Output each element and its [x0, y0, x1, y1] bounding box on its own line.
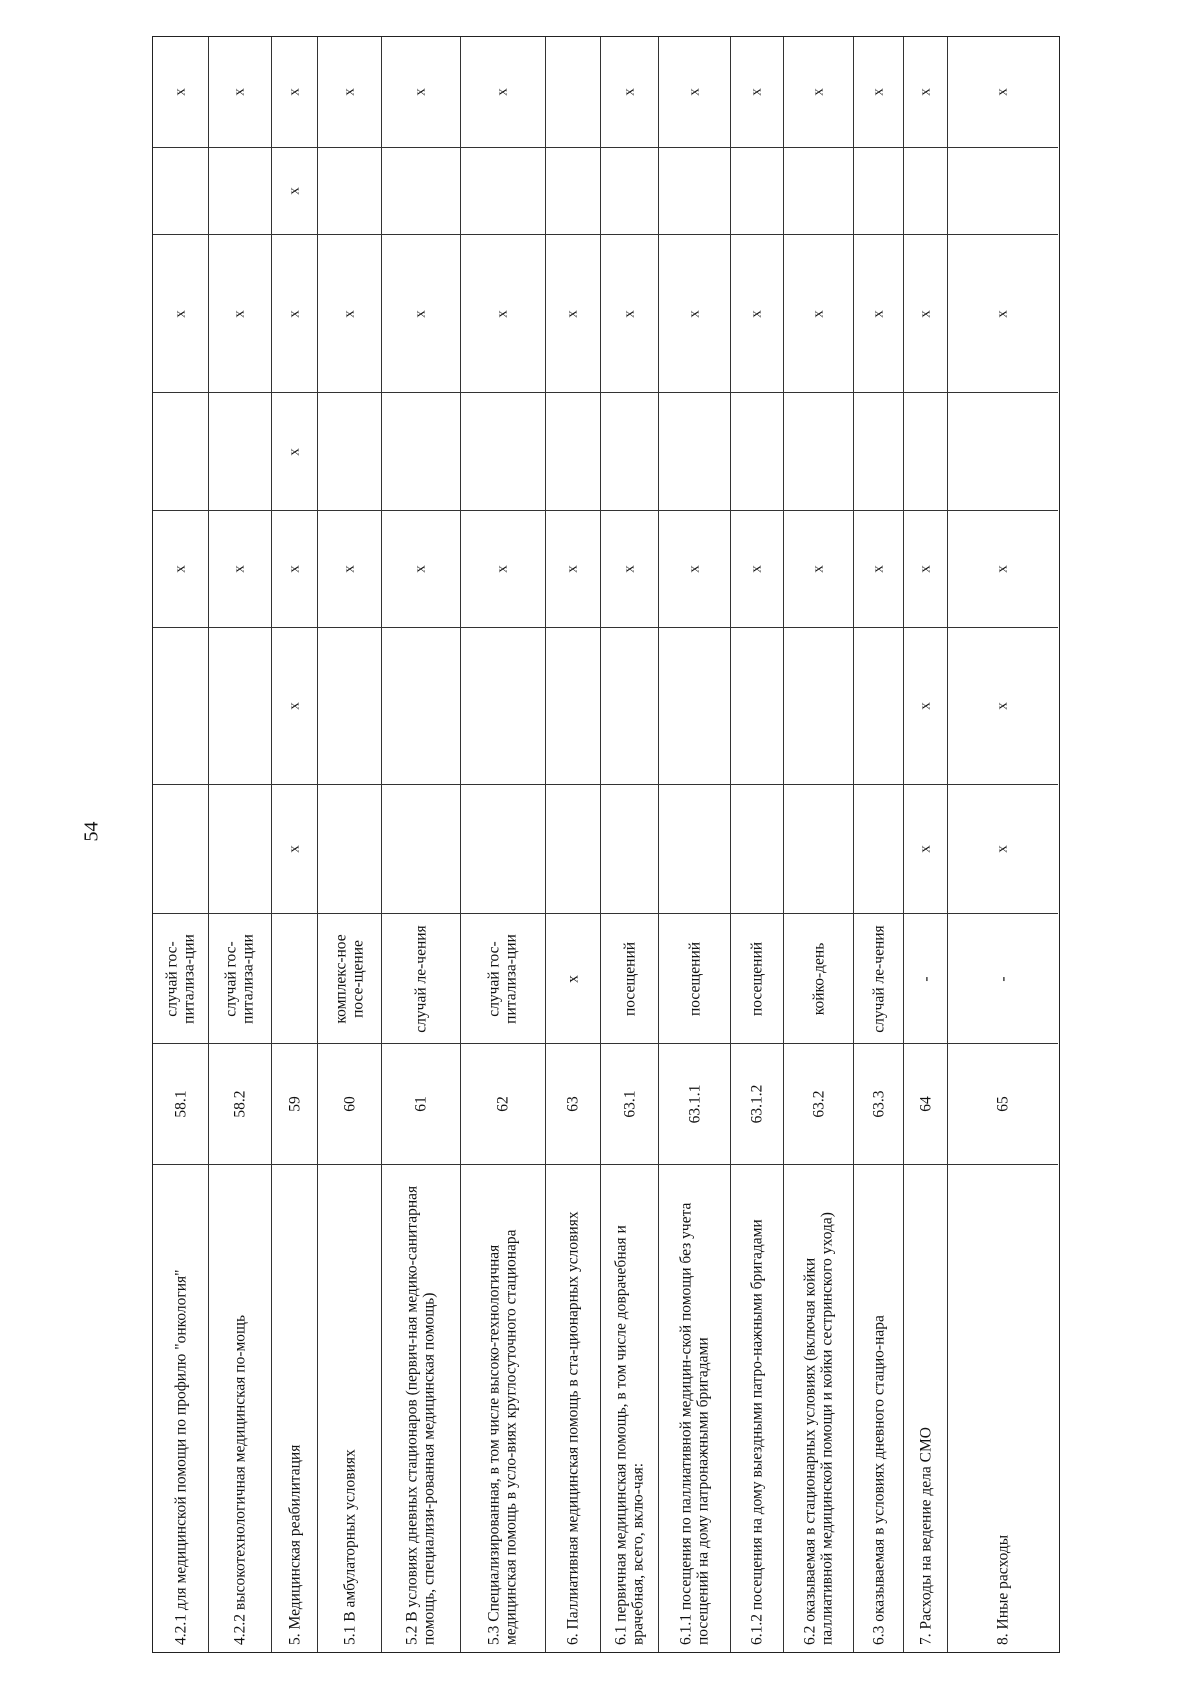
row-unit: - — [916, 975, 934, 982]
table-row — [904, 37, 948, 1652]
value-col-7-cell — [659, 37, 730, 148]
row-name: 6.2 оказываемая в стационарных условиях (включая койки паллиативной медицинской помощи и койки сестринского ухода) — [801, 1212, 836, 1645]
value-col-3: х — [917, 565, 934, 573]
row-unit-cell — [153, 914, 208, 1044]
row-name: 6.3 оказываемая в условиях дневного стацио-нара — [869, 1315, 887, 1645]
value-col-7: х — [917, 88, 934, 96]
value-col-1-cell — [948, 785, 1058, 914]
value-col-5: х — [286, 309, 303, 318]
row-unit-cell — [601, 914, 658, 1044]
row-code: 65 — [994, 1096, 1012, 1112]
value-col-1-cell — [461, 785, 545, 914]
value-col-7: х — [621, 88, 638, 96]
row-code-cell — [318, 1044, 381, 1165]
value-col-5-cell — [659, 235, 730, 393]
row-unit-cell — [272, 914, 317, 1044]
value-col-7: х — [172, 88, 189, 96]
row-unit: посещений — [748, 941, 766, 1016]
row-code-cell — [904, 1044, 947, 1165]
value-col-7: х — [286, 88, 303, 96]
value-col-3: х — [810, 565, 827, 573]
value-col-5-cell — [153, 235, 208, 393]
value-col-2: х — [994, 702, 1011, 710]
row-code-cell — [601, 1044, 658, 1165]
value-col-1-cell — [601, 785, 658, 914]
value-col-4-cell — [659, 393, 730, 511]
table-row — [601, 37, 659, 1652]
value-col-7: х — [686, 88, 703, 96]
row-unit-cell — [318, 914, 381, 1044]
value-col-6-cell — [659, 148, 730, 235]
value-col-6-cell — [854, 148, 903, 235]
value-col-1: х — [917, 845, 934, 853]
value-col-1-cell — [318, 785, 381, 914]
value-col-1-cell — [854, 785, 903, 914]
value-col-4-cell — [948, 393, 1058, 511]
value-col-7: х — [494, 88, 511, 96]
row-code: 63.3 — [869, 1090, 887, 1118]
table-row — [461, 37, 546, 1652]
value-col-2-cell — [318, 628, 381, 785]
value-col-2-cell — [784, 628, 853, 785]
value-col-6-cell — [318, 148, 381, 235]
value-col-5: х — [917, 309, 934, 318]
row-code-cell — [461, 1044, 545, 1165]
row-code-cell — [854, 1044, 903, 1165]
table-row — [153, 37, 209, 1652]
row-code-cell — [659, 1044, 730, 1165]
value-col-7: х — [341, 88, 358, 96]
row-code: 63 — [564, 1096, 582, 1112]
value-col-3: х — [748, 565, 765, 573]
value-col-5-cell — [382, 235, 460, 393]
value-col-3-cell — [854, 511, 903, 628]
value-col-1-cell — [272, 785, 317, 914]
value-col-6-cell — [546, 148, 600, 235]
table-row — [854, 37, 904, 1652]
table-row — [272, 37, 318, 1652]
value-col-7-cell — [784, 37, 853, 148]
row-name: 6. Паллиативная медицинская помощь в ста-ционарных условиях — [564, 1211, 582, 1645]
row-name: 6.1.2 посещения на дому выездными патро-нажными бригадами — [748, 1219, 766, 1645]
value-col-4-cell — [854, 393, 903, 511]
row-code: 63.1.1 — [685, 1084, 703, 1124]
value-col-4-cell — [461, 393, 545, 511]
row-unit-cell — [854, 914, 903, 1044]
row-unit: случай гос-питализа-ции — [485, 933, 520, 1024]
table-row — [546, 37, 601, 1652]
value-col-3: х — [994, 565, 1011, 573]
row-unit-cell — [461, 914, 545, 1044]
value-col-1-cell — [153, 785, 208, 914]
value-col-3: х — [286, 565, 303, 573]
value-col-7-cell — [318, 37, 381, 148]
value-col-7: х — [748, 88, 765, 96]
value-col-3-cell — [209, 511, 271, 628]
value-col-3-cell — [659, 511, 730, 628]
value-col-2-cell — [948, 628, 1058, 785]
value-col-3-cell — [546, 511, 600, 628]
value-col-7: х — [412, 88, 429, 96]
value-col-2-cell — [904, 628, 947, 785]
value-col-4-cell — [272, 393, 317, 511]
value-col-7-cell — [546, 37, 600, 148]
row-code-cell — [546, 1044, 600, 1165]
row-name-cell — [382, 1165, 460, 1653]
table-row — [209, 37, 272, 1652]
row-unit: койко-день — [809, 942, 827, 1015]
value-col-5: х — [686, 309, 703, 318]
row-name: 4.2.1 для медицинской помощи по профилю "онкология" — [171, 1269, 189, 1645]
row-code-cell — [153, 1044, 208, 1165]
value-col-1-cell — [209, 785, 271, 914]
value-col-6-cell — [209, 148, 271, 235]
row-unit-cell — [659, 914, 730, 1044]
value-col-5: х — [564, 309, 581, 318]
row-name-cell — [854, 1165, 903, 1653]
value-col-7-cell — [731, 37, 783, 148]
value-col-3: х — [494, 565, 511, 573]
value-col-6-cell — [948, 148, 1058, 235]
table-row — [659, 37, 731, 1652]
value-col-5-cell — [854, 235, 903, 393]
value-col-6-cell — [601, 148, 658, 235]
row-name-cell — [904, 1165, 947, 1653]
value-col-4-cell — [382, 393, 460, 511]
table-row — [948, 37, 1058, 1652]
row-name-cell — [601, 1165, 658, 1653]
row-code-cell — [209, 1044, 271, 1165]
row-code: 60 — [340, 1096, 358, 1112]
value-col-1-cell — [382, 785, 460, 914]
value-col-5: х — [341, 309, 358, 318]
table-row — [318, 37, 382, 1652]
value-col-3-cell — [461, 511, 545, 628]
row-unit-cell — [209, 914, 271, 1044]
value-col-3: х — [172, 565, 189, 573]
value-col-3: х — [564, 565, 581, 573]
row-unit: - — [994, 975, 1012, 982]
row-name: 7. Расходы на ведение дела СМО — [916, 1427, 934, 1645]
value-col-3: х — [412, 565, 429, 573]
row-name-cell — [153, 1165, 208, 1653]
value-col-1: х — [994, 845, 1011, 853]
value-col-1: х — [286, 845, 303, 853]
value-col-5-cell — [546, 235, 600, 393]
value-col-5-cell — [731, 235, 783, 393]
row-code-cell — [784, 1044, 853, 1165]
value-col-3-cell — [272, 511, 317, 628]
value-col-4-cell — [904, 393, 947, 511]
value-col-3: х — [231, 565, 248, 573]
row-code: 61 — [412, 1096, 430, 1112]
value-col-2-cell — [153, 628, 208, 785]
value-col-2-cell — [659, 628, 730, 785]
row-name-cell — [784, 1165, 853, 1653]
value-col-5: х — [994, 309, 1011, 318]
value-col-5-cell — [948, 235, 1058, 393]
value-col-7-cell — [461, 37, 545, 148]
value-col-2-cell — [854, 628, 903, 785]
value-col-6-cell — [153, 148, 208, 235]
row-name-cell — [546, 1165, 600, 1653]
value-col-4-cell — [731, 393, 783, 511]
row-code: 64 — [916, 1096, 934, 1112]
value-col-5-cell — [272, 235, 317, 393]
row-name: 5. Медицинская реабилитация — [285, 1444, 303, 1645]
value-col-3: х — [341, 565, 358, 573]
value-col-7: х — [810, 88, 827, 96]
value-col-3: х — [870, 565, 887, 573]
value-col-7-cell — [153, 37, 208, 148]
value-col-6-cell — [461, 148, 545, 235]
value-col-2: х — [917, 702, 934, 710]
row-name: 6.1 первичная медицинская помощь, в том числе доврачебная и врачебная, всего, вклю-чая: — [612, 1225, 647, 1645]
row-code-cell — [731, 1044, 783, 1165]
value-col-3: х — [686, 565, 703, 573]
row-name-cell — [948, 1165, 1058, 1653]
value-col-5: х — [748, 309, 765, 318]
value-col-6-cell — [904, 148, 947, 235]
value-col-6: х — [286, 187, 303, 195]
row-name-cell — [461, 1165, 545, 1653]
value-col-4-cell — [546, 393, 600, 511]
value-col-2-cell — [461, 628, 545, 785]
row-unit: посещений — [685, 941, 703, 1016]
value-col-7-cell — [382, 37, 460, 148]
value-col-2-cell — [601, 628, 658, 785]
value-col-3-cell — [601, 511, 658, 628]
row-code: 62 — [494, 1096, 512, 1112]
row-name: 5.1 В амбулаторных условиях — [340, 1449, 358, 1645]
value-col-7-cell — [272, 37, 317, 148]
value-col-6-cell — [731, 148, 783, 235]
value-col-5: х — [231, 309, 248, 318]
value-col-7: х — [870, 88, 887, 96]
row-unit-cell — [731, 914, 783, 1044]
table-row — [731, 37, 784, 1652]
row-name-cell — [209, 1165, 271, 1653]
value-col-1-cell — [904, 785, 947, 914]
value-col-4-cell — [784, 393, 853, 511]
value-col-2: х — [286, 702, 303, 710]
data-table — [152, 36, 1060, 1653]
table-row — [382, 37, 461, 1652]
row-unit: посещений — [620, 941, 638, 1016]
value-col-1-cell — [784, 785, 853, 914]
table-row — [784, 37, 854, 1652]
row-unit-cell — [948, 914, 1058, 1044]
value-col-2-cell — [382, 628, 460, 785]
value-col-5: х — [870, 309, 887, 318]
value-col-6-cell — [784, 148, 853, 235]
row-unit: комплекс-ное посе-щение — [332, 933, 367, 1024]
value-col-1-cell — [731, 785, 783, 914]
value-col-7: х — [994, 88, 1011, 96]
row-name-cell — [318, 1165, 381, 1653]
row-name: 4.2.2 высокотехнологичная медицинская по-мощь — [231, 1314, 249, 1645]
row-unit-cell — [546, 914, 600, 1044]
value-col-3: х — [621, 565, 638, 573]
value-col-6-cell — [382, 148, 460, 235]
value-col-5: х — [810, 309, 827, 318]
row-name-cell — [272, 1165, 317, 1653]
value-col-5: х — [172, 309, 189, 318]
value-col-7-cell — [948, 37, 1058, 148]
value-col-4-cell — [153, 393, 208, 511]
row-code-cell — [272, 1044, 317, 1165]
value-col-2-cell — [731, 628, 783, 785]
value-col-3-cell — [382, 511, 460, 628]
row-code-cell — [382, 1044, 460, 1165]
value-col-4-cell — [601, 393, 658, 511]
row-name: 5.3 Специализированная, в том числе высоко-технологичная медицинская помощь в усло-виях круглосуточного стационара — [485, 1229, 520, 1645]
value-col-3-cell — [784, 511, 853, 628]
value-col-5-cell — [209, 235, 271, 393]
row-unit: случай ле-чения — [869, 924, 887, 1033]
row-code: 63.2 — [809, 1090, 827, 1118]
row-code: 58.2 — [231, 1090, 249, 1118]
value-col-4: х — [286, 447, 303, 456]
row-unit-cell — [904, 914, 947, 1044]
value-col-7: х — [231, 88, 248, 96]
value-col-3-cell — [153, 511, 208, 628]
value-col-3-cell — [318, 511, 381, 628]
value-col-4-cell — [209, 393, 271, 511]
value-col-5: х — [412, 309, 429, 318]
value-col-2-cell — [546, 628, 600, 785]
value-col-1-cell — [659, 785, 730, 914]
row-code: 63.1.2 — [748, 1084, 766, 1124]
value-col-6-cell — [272, 148, 317, 235]
value-col-4-cell — [318, 393, 381, 511]
value-col-7-cell — [209, 37, 271, 148]
row-unit-cell — [382, 914, 460, 1044]
row-unit: х — [564, 974, 582, 983]
value-col-7-cell — [854, 37, 903, 148]
row-code-cell — [948, 1044, 1058, 1165]
value-col-7-cell — [904, 37, 947, 148]
value-col-5: х — [494, 309, 511, 318]
row-name-cell — [659, 1165, 730, 1653]
row-unit: случай гос-питализа-ции — [222, 933, 257, 1024]
row-unit-cell — [784, 914, 853, 1044]
row-name-cell — [731, 1165, 783, 1653]
value-col-3-cell — [948, 511, 1058, 628]
row-name: 5.2 В условиях дневных стационаров (первич-ная медико-санитарная помощь, специализи-рованная медицинская помощь) — [403, 1185, 438, 1645]
row-unit: случай ле-чения — [412, 924, 430, 1033]
value-col-5-cell — [461, 235, 545, 393]
row-unit: случай гос-питализа-ции — [163, 933, 198, 1024]
row-code: 58.1 — [171, 1090, 189, 1118]
value-col-5-cell — [318, 235, 381, 393]
value-col-5-cell — [904, 235, 947, 393]
row-name: 8. Иные расходы — [994, 1534, 1012, 1645]
value-col-5-cell — [601, 235, 658, 393]
value-col-3-cell — [731, 511, 783, 628]
value-col-7-cell — [601, 37, 658, 148]
page-number: 54 — [80, 821, 103, 842]
row-code: 59 — [285, 1096, 303, 1112]
value-col-2-cell — [209, 628, 271, 785]
row-code: 63.1 — [620, 1090, 638, 1118]
value-col-1-cell — [546, 785, 600, 914]
value-col-3-cell — [904, 511, 947, 628]
value-col-2-cell — [272, 628, 317, 785]
value-col-5-cell — [784, 235, 853, 393]
row-name: 6.1.1 посещения по паллиативной медицин-ской помощи без учета посещений на дому патронажными бригадами — [677, 1202, 712, 1645]
value-col-5: х — [621, 309, 638, 318]
